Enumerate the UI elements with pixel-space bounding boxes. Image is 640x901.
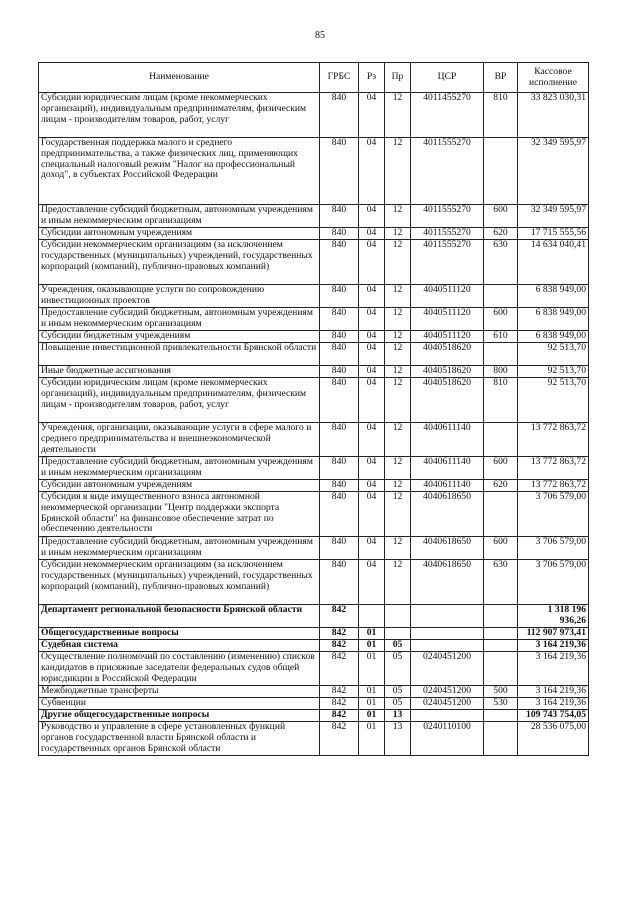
- cell-name: Субсидии юридическим лицам (кроме некоммерческих организаций), индивидуальным предпринимателям, физическим лицам - производителям товаров, работ, услуг: [39, 93, 320, 138]
- cell-vr: 810: [484, 93, 518, 138]
- table-row: [39, 228, 589, 240]
- header-name: Наименование: [39, 63, 320, 93]
- cell-csr: 0240110100: [411, 722, 484, 756]
- cell-rz: 04: [359, 240, 385, 285]
- table-row: [39, 331, 589, 343]
- cell-grbs: 840: [320, 560, 359, 605]
- cell-sum: 6 838 949,00: [518, 308, 589, 331]
- cell-sum: 3 164 219,36: [518, 686, 589, 698]
- cell-grbs: 842: [320, 640, 359, 652]
- cell-pr: 12: [385, 423, 411, 457]
- table-row: [39, 308, 589, 331]
- header-csr: ЦСР: [411, 63, 484, 93]
- cell-vr: 600: [484, 537, 518, 560]
- cell-vr: 620: [484, 228, 518, 240]
- cell-grbs: 840: [320, 457, 359, 480]
- cell-pr: 13: [385, 722, 411, 756]
- cell-csr: [411, 605, 484, 628]
- cell-grbs: 840: [320, 378, 359, 423]
- cell-rz: 04: [359, 560, 385, 605]
- cell-name: Судебная система: [39, 640, 320, 652]
- cell-rz: 01: [359, 698, 385, 710]
- cell-vr: 800: [484, 366, 518, 378]
- cell-vr: [484, 423, 518, 457]
- cell-vr: [484, 710, 518, 722]
- cell-sum: 17 715 555,56: [518, 228, 589, 240]
- cell-pr: 05: [385, 698, 411, 710]
- cell-vr: 500: [484, 686, 518, 698]
- cell-vr: [484, 652, 518, 686]
- cell-vr: [484, 640, 518, 652]
- cell-name: Предоставление субсидий бюджетным, автономным учреждениям и иным некоммерческим организациям: [39, 457, 320, 480]
- cell-pr: 12: [385, 480, 411, 492]
- cell-rz: 04: [359, 366, 385, 378]
- cell-pr: 12: [385, 240, 411, 285]
- cell-csr: [411, 640, 484, 652]
- table-row: [39, 710, 589, 722]
- cell-pr: [385, 605, 411, 628]
- cell-rz: 04: [359, 492, 385, 537]
- cell-sum: 3 164 219,36: [518, 652, 589, 686]
- table-row: [39, 722, 589, 756]
- header-grbs: ГРБС: [320, 63, 359, 93]
- cell-rz: 04: [359, 228, 385, 240]
- cell-sum: 3 706 579,00: [518, 560, 589, 605]
- cell-rz: 01: [359, 710, 385, 722]
- cell-pr: 12: [385, 366, 411, 378]
- cell-vr: [484, 138, 518, 205]
- cell-csr: 0240451200: [411, 698, 484, 710]
- cell-sum: 28 536 075,00: [518, 722, 589, 756]
- cell-grbs: 840: [320, 205, 359, 228]
- cell-rz: 04: [359, 537, 385, 560]
- cell-vr: [484, 492, 518, 537]
- cell-csr: 4011555270: [411, 228, 484, 240]
- cell-grbs: 840: [320, 343, 359, 366]
- cell-grbs: 842: [320, 628, 359, 640]
- cell-name: Повышение инвестиционной привлекательности Брянской области: [39, 343, 320, 366]
- cell-csr: 4011455270: [411, 93, 484, 138]
- table-row: [39, 480, 589, 492]
- cell-csr: 4040511120: [411, 331, 484, 343]
- table-row: [39, 537, 589, 560]
- cell-rz: 01: [359, 628, 385, 640]
- cell-name: Субсидии юридическим лицам (кроме некоммерческих организаций), индивидуальным предпринимателям, физическим лицам - производителям товаров, работ, услуг: [39, 378, 320, 423]
- cell-csr: 4011555270: [411, 240, 484, 285]
- table-row: [39, 652, 589, 686]
- table-row: [39, 205, 589, 228]
- cell-name: Государственная поддержка малого и среднего предпринимательства, а также физических лиц, применяющих специальный налоговый режим "Налог на профессиональный доход", в субъектах Российской Федерации: [39, 138, 320, 205]
- cell-grbs: 840: [320, 480, 359, 492]
- table-row: [39, 640, 589, 652]
- cell-pr: 12: [385, 492, 411, 537]
- cell-csr: 4040511120: [411, 285, 484, 308]
- header-pr: Пр: [385, 63, 411, 93]
- cell-vr: [484, 285, 518, 308]
- cell-sum: 33 823 030,31: [518, 93, 589, 138]
- cell-csr: 0240451200: [411, 686, 484, 698]
- table-row: [39, 240, 589, 285]
- cell-sum: 3 706 579,00: [518, 537, 589, 560]
- cell-csr: 4040618650: [411, 560, 484, 605]
- cell-vr: 630: [484, 240, 518, 285]
- cell-name: Межбюджетные трансферты: [39, 686, 320, 698]
- cell-grbs: 840: [320, 240, 359, 285]
- table-row: [39, 605, 589, 628]
- table-row: [39, 698, 589, 710]
- cell-name: Предоставление субсидий бюджетным, автономным учреждениям и иным некоммерческим организациям: [39, 308, 320, 331]
- cell-sum: 32 349 595,97: [518, 205, 589, 228]
- cell-name: Предоставление субсидий бюджетным, автономным учреждениям и иным некоммерческим организациям: [39, 537, 320, 560]
- cell-pr: 12: [385, 93, 411, 138]
- cell-csr: 4040511120: [411, 308, 484, 331]
- cell-grbs: 842: [320, 710, 359, 722]
- table-row: [39, 492, 589, 537]
- table-row: [39, 560, 589, 605]
- cell-rz: 04: [359, 480, 385, 492]
- table-row: [39, 138, 589, 205]
- cell-name: Осуществление полномочий по составлению (изменению) списков кандидатов в присяжные заседатели федеральных судов общей юрисдикции в Российской Федерации: [39, 652, 320, 686]
- table-row: [39, 343, 589, 366]
- cell-rz: 01: [359, 640, 385, 652]
- header-rz: Рз: [359, 63, 385, 93]
- cell-vr: 530: [484, 698, 518, 710]
- cell-grbs: 842: [320, 605, 359, 628]
- header-vr: ВР: [484, 63, 518, 93]
- table-row: [39, 93, 589, 138]
- cell-pr: 12: [385, 560, 411, 605]
- cell-csr: 4040611140: [411, 457, 484, 480]
- cell-csr: 4040618650: [411, 492, 484, 537]
- cell-sum: 13 772 863,72: [518, 457, 589, 480]
- table-body: [39, 93, 589, 756]
- cell-grbs: 840: [320, 366, 359, 378]
- cell-rz: 01: [359, 652, 385, 686]
- cell-sum: 1 318 196 936,26: [518, 605, 589, 628]
- cell-sum: 3 164 219,36: [518, 698, 589, 710]
- cell-name: Субсидии автономным учреждениям: [39, 228, 320, 240]
- cell-sum: 92 513,70: [518, 343, 589, 366]
- cell-csr: [411, 628, 484, 640]
- cell-csr: 4040518620: [411, 343, 484, 366]
- cell-rz: 01: [359, 686, 385, 698]
- cell-vr: [484, 343, 518, 366]
- cell-vr: [484, 605, 518, 628]
- cell-sum: 92 513,70: [518, 366, 589, 378]
- cell-vr: [484, 628, 518, 640]
- cell-grbs: 840: [320, 285, 359, 308]
- cell-sum: 6 838 949,00: [518, 285, 589, 308]
- cell-name: Иные бюджетные ассигнования: [39, 366, 320, 378]
- cell-name: Учреждения, оказывающие услуги по сопровождению инвестиционных проектов: [39, 285, 320, 308]
- cell-grbs: 842: [320, 722, 359, 756]
- cell-name: Другие общегосударственные вопросы: [39, 710, 320, 722]
- cell-pr: 12: [385, 205, 411, 228]
- cell-name: Предоставление субсидий бюджетным, автономным учреждениям и иным некоммерческим организациям: [39, 205, 320, 228]
- cell-grbs: 842: [320, 686, 359, 698]
- cell-pr: 12: [385, 378, 411, 423]
- table-row: [39, 378, 589, 423]
- cell-pr: 05: [385, 686, 411, 698]
- cell-pr: 12: [385, 308, 411, 331]
- cell-pr: 12: [385, 537, 411, 560]
- cell-rz: [359, 605, 385, 628]
- table-row: [39, 457, 589, 480]
- cell-csr: 4040518620: [411, 378, 484, 423]
- cell-csr: 4040518620: [411, 366, 484, 378]
- cell-rz: 04: [359, 138, 385, 205]
- cell-grbs: 840: [320, 423, 359, 457]
- cell-sum: 13 772 863,72: [518, 423, 589, 457]
- cell-vr: 600: [484, 457, 518, 480]
- cell-pr: 05: [385, 652, 411, 686]
- cell-csr: 4040611140: [411, 480, 484, 492]
- cell-rz: 04: [359, 285, 385, 308]
- page-number: 85: [315, 30, 325, 41]
- table-row: [39, 285, 589, 308]
- table-row: [39, 423, 589, 457]
- cell-vr: 630: [484, 560, 518, 605]
- cell-sum: 32 349 595,97: [518, 138, 589, 205]
- cell-grbs: 840: [320, 138, 359, 205]
- cell-grbs: 840: [320, 93, 359, 138]
- cell-vr: 600: [484, 205, 518, 228]
- cell-name: Субсидии некоммерческим организациям (за исключением государственных (муниципальных) учреждений, государственных корпораций (компаний), публично-правовых компаний): [39, 560, 320, 605]
- cell-pr: [385, 628, 411, 640]
- cell-name: Учреждения, организации, оказывающие услуги в сфере малого и среднего предпринимательства и внешнеэкономической деятельности: [39, 423, 320, 457]
- cell-name: Департамент региональной безопасности Брянской области: [39, 605, 320, 628]
- cell-rz: 04: [359, 378, 385, 423]
- cell-pr: 12: [385, 285, 411, 308]
- table-row: [39, 366, 589, 378]
- cell-rz: 04: [359, 308, 385, 331]
- table-row: [39, 686, 589, 698]
- cell-pr: 05: [385, 640, 411, 652]
- cell-grbs: 842: [320, 698, 359, 710]
- cell-sum: 13 772 863,72: [518, 480, 589, 492]
- cell-grbs: 842: [320, 652, 359, 686]
- cell-csr: 4011555270: [411, 138, 484, 205]
- cell-pr: 12: [385, 457, 411, 480]
- cell-grbs: 840: [320, 492, 359, 537]
- cell-sum: 112 907 973,41: [518, 628, 589, 640]
- cell-csr: [411, 710, 484, 722]
- cell-pr: 12: [385, 228, 411, 240]
- header-sum: Кассовое исполнение: [518, 63, 589, 93]
- cell-rz: 01: [359, 722, 385, 756]
- cell-name: Субсидия в виде имущественного взноса автономной некоммерческой организации "Центр поддержки экспорта Брянской области" на финансовое обеспечение затрат по обеспечению деятельности: [39, 492, 320, 537]
- cell-vr: 610: [484, 331, 518, 343]
- cell-grbs: 840: [320, 228, 359, 240]
- cell-rz: 04: [359, 331, 385, 343]
- cell-sum: 14 634 040,41: [518, 240, 589, 285]
- cell-vr: 620: [484, 480, 518, 492]
- cell-name: Субсидии бюджетным учреждениям: [39, 331, 320, 343]
- cell-sum: 92 513,70: [518, 378, 589, 423]
- cell-grbs: 840: [320, 537, 359, 560]
- cell-pr: 12: [385, 331, 411, 343]
- cell-rz: 04: [359, 343, 385, 366]
- table-row: [39, 628, 589, 640]
- cell-vr: [484, 722, 518, 756]
- budget-table: [38, 62, 589, 756]
- cell-name: Руководство и управление в сфере установленных функций органов государственной власти Брянской области и государственных органов Брянской области: [39, 722, 320, 756]
- table-header-row: [39, 63, 589, 93]
- cell-name: Общегосударственные вопросы: [39, 628, 320, 640]
- cell-pr: 13: [385, 710, 411, 722]
- cell-name: Субсидии автономным учреждениям: [39, 480, 320, 492]
- cell-csr: 4011555270: [411, 205, 484, 228]
- cell-pr: 12: [385, 343, 411, 366]
- cell-vr: 600: [484, 308, 518, 331]
- cell-sum: 3 706 579,00: [518, 492, 589, 537]
- cell-grbs: 840: [320, 308, 359, 331]
- cell-grbs: 840: [320, 331, 359, 343]
- cell-sum: 6 838 949,00: [518, 331, 589, 343]
- cell-csr: 4040618650: [411, 537, 484, 560]
- cell-name: Субсидии некоммерческим организациям (за исключением государственных (муниципальных) учреждений, государственных корпораций (компаний), публично-правовых компаний): [39, 240, 320, 285]
- cell-rz: 04: [359, 457, 385, 480]
- cell-csr: 0240451200: [411, 652, 484, 686]
- cell-sum: 3 164 219,36: [518, 640, 589, 652]
- cell-csr: 4040611140: [411, 423, 484, 457]
- cell-rz: 04: [359, 423, 385, 457]
- cell-pr: 12: [385, 138, 411, 205]
- cell-name: Субвенции: [39, 698, 320, 710]
- cell-sum: 109 743 754,05: [518, 710, 589, 722]
- cell-vr: 810: [484, 378, 518, 423]
- cell-rz: 04: [359, 93, 385, 138]
- cell-rz: 04: [359, 205, 385, 228]
